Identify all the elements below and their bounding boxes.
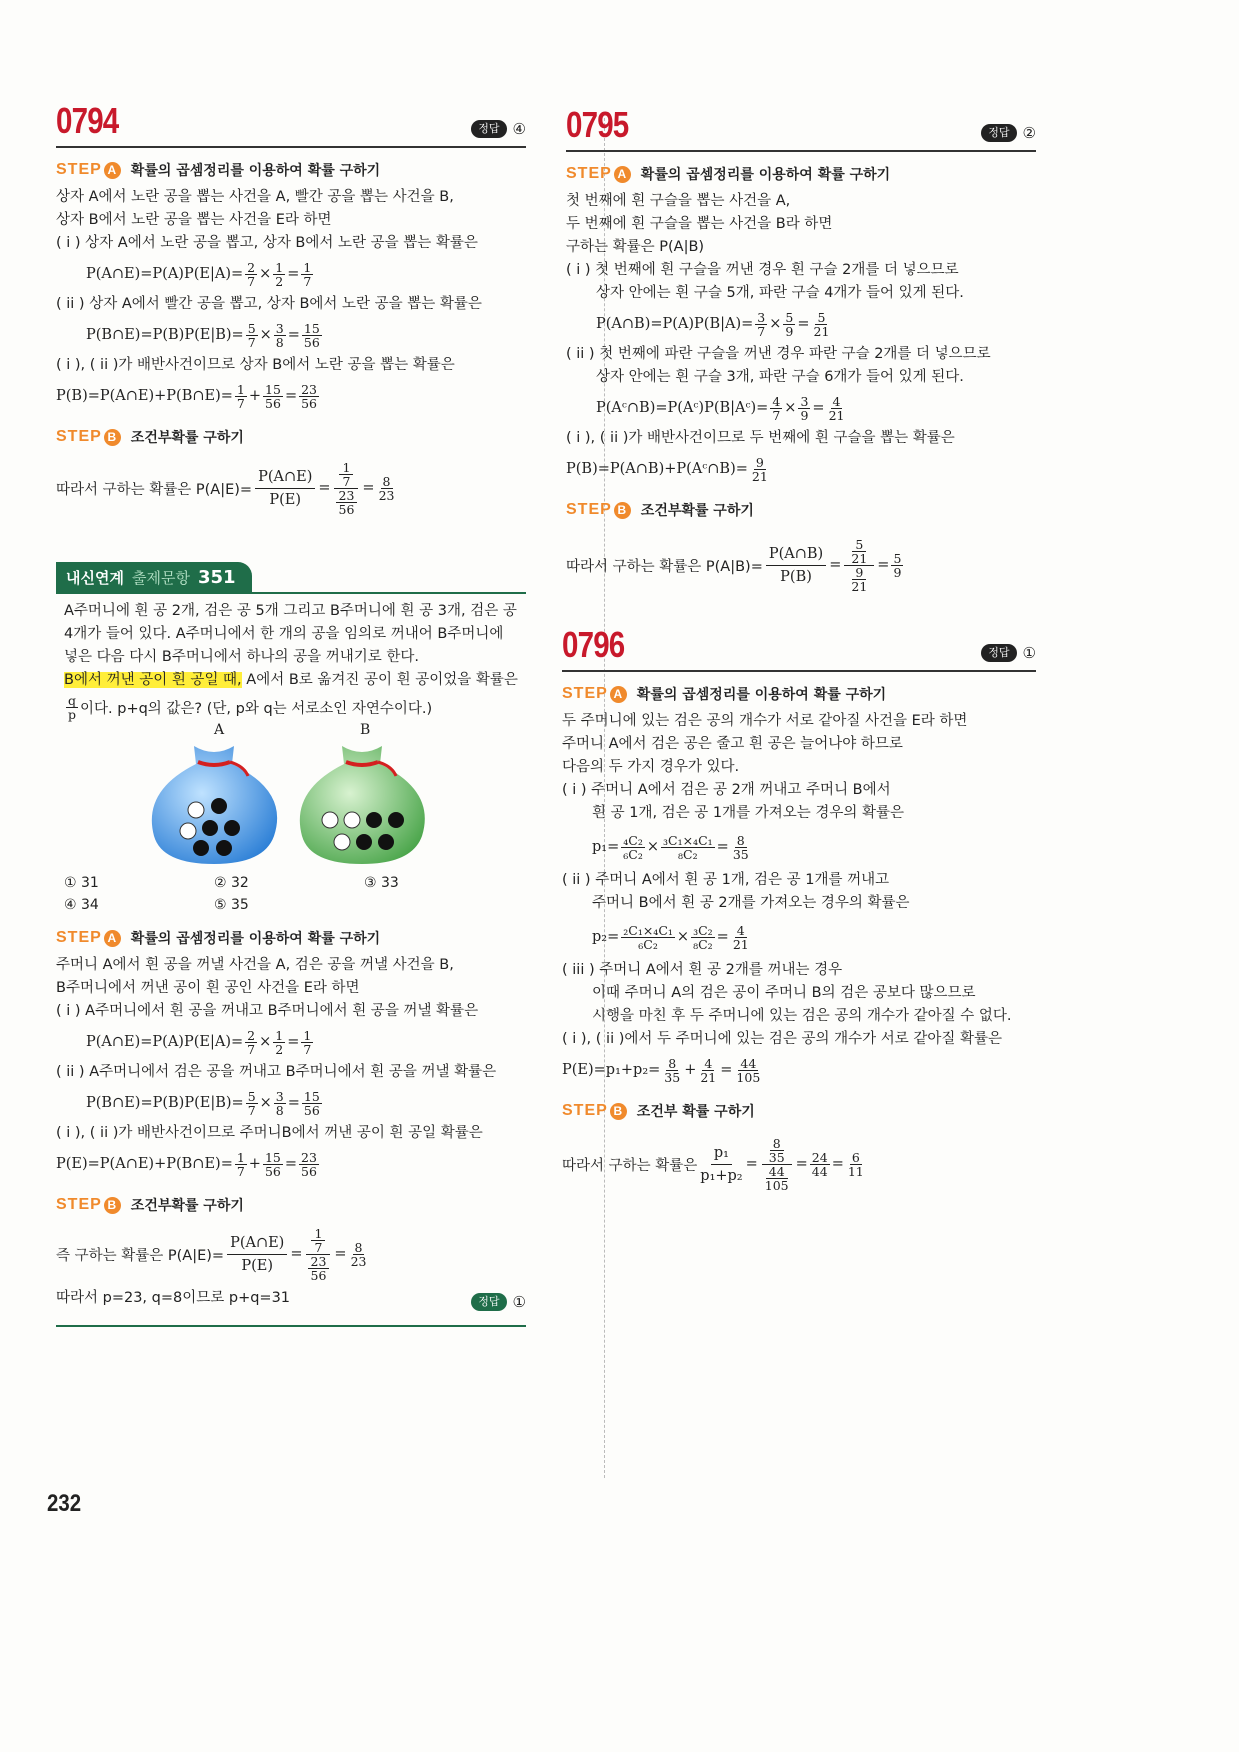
text-line: ( i ) 첫 번째에 흰 구슬을 꺼낸 경우 흰 구슬 2개를 더 넣으므로 [566,262,959,278]
text-line: 상자 A에서 노란 공을 뽑는 사건을 A, 빨간 공을 뽑는 사건을 B, [56,189,454,205]
choice: ① 31 [64,875,99,891]
problem-number: 0796 [562,624,625,665]
step-title: 조건부 확률 구하기 [636,1104,755,1120]
answer-value: ④ [512,120,526,138]
answer-mark [981,644,1036,662]
step-title: 조건부확률 구하기 [640,503,754,519]
answer-value: ② [1022,124,1036,142]
bag-a-label: A [214,722,225,738]
text-line: ( i ) 상자 A에서 노란 공을 뽑고, 상자 B에서 노란 공을 뽑는 확률은 [56,235,478,251]
equation-lhs: P(E)=p₁+p₂= [562,1062,661,1078]
text-line: ( i ) 주머니 A에서 검은 공 2개 꺼내고 주머니 B에서 [562,782,891,798]
problem-0796 [562,624,1036,1201]
question-text: 이다. p+q의 값은? (단, p와 q는 서로소인 자연수이다.) [80,700,433,717]
bag-b-label: B [360,722,371,738]
tag-subtitle: 출제문항 [131,568,190,587]
bag-a [152,746,277,864]
text-line: 상자 안에는 흰 구슬 5개, 파란 구슬 4개가 들어 있게 된다. [596,285,964,301]
text-line: ( i ), ( ii )가 배반사건이므로 주머니B에서 꺼낸 공이 흰 공일 확률은 [56,1125,483,1141]
step-a: STEP A 확률의 곱셈정리를 이용하여 확률 구하기 [566,165,891,183]
text-line: ( i ), ( ii )가 배반사건이므로 두 번째에 흰 구슬을 뽑는 확률은 [566,430,955,446]
equation: P(E)=P(A∩E)+P(B∩E)= $\frac{1}{7}$ + $\frac{15}{56}$ = $\frac{23}{56}$ [56,1149,317,1179]
answer-choices [64,872,518,916]
equation: P(A∩E)=P(A)P(E|A)= $\frac{2}{7}$ × $\frac{1}{2}$ = $\frac{1}{7}$ [86,1027,312,1057]
text-line: ( ii ) 상자 A에서 빨간 공을 뽑고, 상자 B에서 노란 공을 뽑는 확률은 [56,296,482,312]
text-line: 구하는 확률은 P(A|B) [566,239,705,255]
step-a: STEP A 확률의 곱셈정리를 이용하여 확률 구하기 [56,161,381,179]
step-b: STEP B 조건부확률 구하기 [566,501,754,519]
equation: P(B)=P(A∩E)+P(B∩E)= $\frac{1}{7}$ + $\frac{15}{56}$ = $\frac{23}{56}$ [56,381,317,411]
equation-lhs: 따라서 구하는 확률은 P(A|B)= [566,558,763,575]
text-line: ( iii ) 주머니 A에서 흰 공 2개를 꺼내는 경우 [562,962,843,978]
question-line: $\frac{q}{p}$ 이다. p+q의 값은? (단, p와 q는 서로소인 자연수이다.) [68,692,433,722]
equation: P(B∩E)=P(B)P(E|B)= $\frac{5}{7}$ × $\frac{3}{8}$ = $\frac{15}{56}$ [86,320,320,350]
step-title: 확률의 곱셈정리를 이용하여 확률 구하기 [636,687,887,703]
step-word: STEP [562,685,608,702]
equation: 따라서 구하는 확률은 P(A|B)= $\frac{P(A\cap B)}{P(B)}$ = $\frac{5}{21}$ $\frac{9}{21}$ = $\frac{5}{9}$ [566,536,902,594]
step-b: STEP B 조건부확률 구하기 [56,1196,244,1214]
question-line: 4개가 들어 있다. A주머니에서 한 개의 공을 임의로 꺼내어 B주머니에 [64,626,504,642]
problem-number: 0794 [56,100,119,141]
step-title: 확률의 곱셈정리를 이용하여 확률 구하기 [130,163,381,179]
problem-header [562,624,1036,672]
answer-value: ① [1022,644,1036,662]
bags-figure [64,722,518,872]
text-line: 상자 B에서 노란 공을 뽑는 사건을 E라 하면 [56,212,332,228]
text-line: ( i ), ( ii )가 배반사건이므로 상자 B에서 노란 공을 뽑는 확률은 [56,357,455,373]
step-word: STEP [562,1102,608,1119]
text-line: 두 번째에 흰 구슬을 뽑는 사건을 B라 하면 [566,216,833,232]
text-line: ( i ), ( ii )에서 두 주머니에 있는 검은 공의 개수가 서로 같아질 확률은 [562,1031,1003,1047]
step-b: STEP B 조건부 확률 구하기 [562,1102,755,1120]
text-line: 시행을 마친 후 두 주머니에 있는 검은 공의 개수가 같아질 수 없다. [592,1008,1012,1024]
choice: ④ 34 [64,897,99,913]
text-line: ( ii ) 첫 번째에 파란 구슬을 꺼낸 경우 파란 구슬 2개를 더 넣으므로 [566,346,991,362]
internal-header [56,562,526,594]
step-word: STEP [56,428,102,445]
text-line: 주머니 A에서 검은 공은 줄고 흰 공은 늘어나야 하므로 [562,736,903,752]
step-title: 조건부확률 구하기 [130,430,244,446]
tag-title: 내신연계 [66,568,124,587]
section-rule [56,1325,526,1327]
text-line: 이때 주머니 A의 검은 공이 주머니 B의 검은 공보다 많으므로 [592,985,976,1001]
text-line: 두 주머니에 있는 검은 공의 개수가 서로 같아질 사건을 E라 하면 [562,713,968,729]
equation: P(Aᶜ∩B)=P(Aᶜ)P(B|Aᶜ)= $\frac{4}{7}$ × $\frac{3}{9}$ = $\frac{4}{21}$ [596,393,845,423]
step-title: 확률의 곱셈정리를 이용하여 확률 구하기 [640,167,891,183]
text-line: 주머니 B에서 흰 공 2개를 가져오는 경우의 확률은 [592,895,910,911]
equation: P(A∩B)=P(A)P(B|A)= $\frac{3}{7}$ × $\frac{5}{9}$ = $\frac{5}{21}$ [596,309,830,339]
choice: ⑤ 35 [214,897,249,913]
equation: P(A∩E)=P(A)P(E|A)= $\frac{2}{7}$ × $\frac{1}{2}$ = $\frac{1}{7}$ [86,259,312,289]
internal-problem-351 [56,562,526,1327]
equation-lhs: P(Aᶜ∩B)=P(Aᶜ)P(B|Aᶜ)= [596,400,769,416]
text-line: ( i ) A주머니에서 흰 공을 꺼내고 B주머니에서 흰 공을 꺼낼 확률은 [56,1003,479,1019]
equation-lhs: P(A∩B)=P(A)P(B|A)= [596,316,754,332]
answer-mark [471,1293,526,1311]
conclusion: 따라서 p=23, q=8이므로 p+q=31 [56,1290,291,1306]
equation-lhs: P(B)=P(A∩E)+P(B∩E)= [56,388,233,404]
text-line: 흰 공 1개, 검은 공 1개를 가져오는 경우의 확률은 [592,805,905,821]
equation: p₂= $\frac{\text{₂C₁×₄C₁}}{\text{₆C₂}}$ × $\frac{\text{₃C₂}}{\text{₈C₂}}$ = $\frac{4}{21}$ [592,922,749,952]
answer-mark [981,124,1036,142]
text-line: 다음의 두 가지 경우가 있다. [562,759,740,775]
choice: ③ 33 [364,875,399,891]
step-title: 조건부확률 구하기 [130,1198,244,1214]
text-line: 주머니 A에서 흰 공을 꺼낼 사건을 A, 검은 공을 꺼낼 사건을 B, [56,957,454,973]
equation: P(B)=P(A∩B)+P(Aᶜ∩B)= $\frac{9}{21}$ [566,454,768,484]
choice: ② 32 [214,875,249,891]
equation-lhs: P(A∩E)=P(A)P(E|A)= [86,266,244,282]
equation-lhs: 즉 구하는 확률은 P(A|E)= [56,1247,225,1264]
text-line: ( ii ) 주머니 A에서 흰 공 1개, 검은 공 1개를 꺼내고 [562,872,890,888]
text-line: B주머니에서 꺼낸 공이 흰 공인 사건을 E라 하면 [56,980,360,996]
answer-badge: 정답 [981,644,1016,662]
step-b: STEP B 조건부확률 구하기 [56,428,244,446]
text-line: 첫 번째에 흰 구슬을 뽑는 사건을 A, [566,193,791,209]
answer-badge: 정답 [471,120,506,138]
question-line [64,669,518,692]
answer-value: ① [512,1293,526,1311]
answer-badge: 정답 [471,1293,506,1311]
question-text: A에서 B로 옮겨진 공이 흰 공이었을 확률은 [241,672,518,688]
text-line: ( ii ) A주머니에서 검은 공을 꺼내고 B주머니에서 흰 공을 꺼낼 확률은 [56,1064,497,1080]
step-a: STEP A 확률의 곱셈정리를 이용하여 확률 구하기 [56,929,381,947]
highlight: B에서 꺼낸 공이 흰 공일 때, [64,672,242,688]
problem-header [56,100,526,148]
problem-0795 [566,104,1036,604]
problem-number: 0795 [566,104,629,145]
question-line: 넣은 다음 다시 B주머니에서 하나의 공을 꺼내기로 한다. [64,649,419,665]
tag-number: 351 [197,566,236,588]
answer-badge: 정답 [981,124,1016,142]
equation: 즉 구하는 확률은 P(A|E)= $\frac{P(A\cap E)}{P(E)}$ = $\frac{1}{7}$ $\frac{23}{56}$ = $\frac{8}{23}$ [56,1225,367,1283]
equation: 따라서 구하는 확률은 p₁ p₁+p₂ = $\frac{8}{35}$ $\frac{44}{105}$ = $\frac{24}{44}$ = $\frac{6}{11}$ [562,1135,864,1193]
equation: P(E)=p₁+p₂= $\frac{8}{35}$ + $\frac{4}{21}$ = $\frac{44}{105}$ [562,1055,761,1085]
equation-lhs: P(B)=P(A∩B)+P(Aᶜ∩B)= [566,461,748,477]
problem-header [566,104,1036,152]
step-title: 확률의 곱셈정리를 이용하여 확률 구하기 [130,931,381,947]
answer-mark [471,120,526,138]
equation: 따라서 구하는 확률은 P(A|E)= $\frac{P(A\cap E)}{P(E)}$ = $\frac{1}{7}$ $\frac{23}{56}$ = $\frac{8}{23}$ [56,459,395,517]
equation: P(B∩E)=P(B)P(E|B)= $\frac{5}{7}$ × $\frac{3}{8}$ = $\frac{15}{56}$ [86,1088,320,1118]
step-word: STEP [566,165,612,182]
step-word: STEP [56,1196,102,1213]
equation-lhs: P(B∩E)=P(B)P(E|B)= [86,327,244,343]
equation: p₁= $\frac{\text{₄C₂}}{\text{₆C₂}}$ × $\frac{\text{₃C₁×₄C₁}}{\text{₈C₂}}$ = $\frac{8}{35}$ [592,832,749,862]
problem-0794 [56,100,526,523]
step-word: STEP [56,161,102,178]
bags-illustration [64,736,534,871]
question-line: A주머니에 흰 공 2개, 검은 공 5개 그리고 B주머니에 흰 공 3개, 검은 공 [64,603,517,619]
step-a: STEP A 확률의 곱셈정리를 이용하여 확률 구하기 [562,685,887,703]
step-word: STEP [56,929,102,946]
step-word: STEP [566,501,612,518]
page-number: 232 [47,1490,82,1517]
text-line: 상자 안에는 흰 구슬 3개, 파란 구슬 6개가 들어 있게 된다. [596,369,964,385]
equation-lhs: 따라서 구하는 확률은 [562,1157,698,1174]
bag-b [300,746,425,864]
equation-lhs: 따라서 구하는 확률은 P(A|E)= [56,481,253,498]
